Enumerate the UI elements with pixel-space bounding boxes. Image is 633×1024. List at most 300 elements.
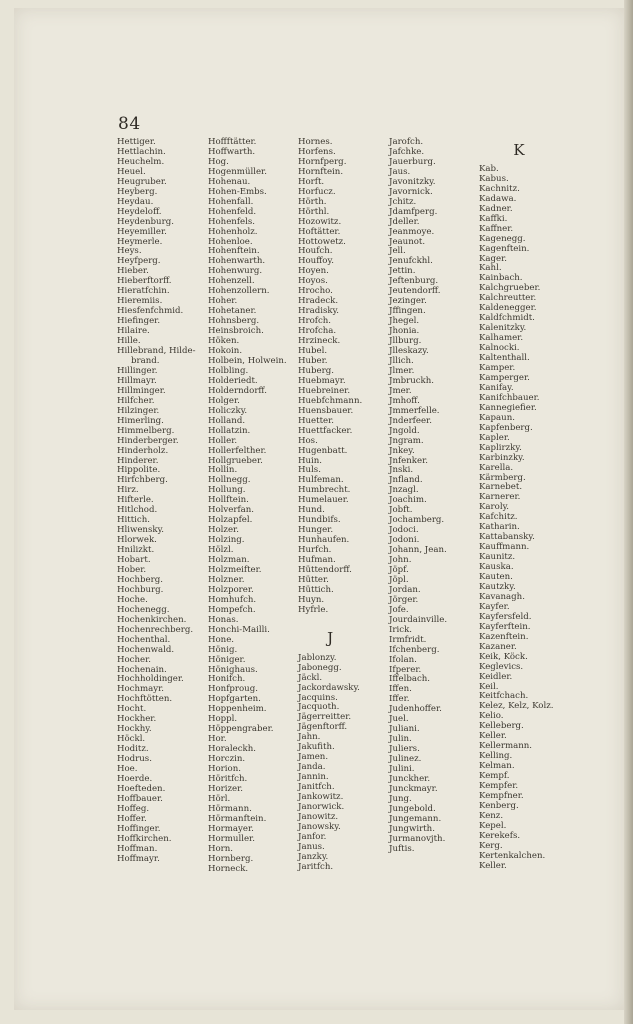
- name-entry: Jacquins.: [298, 692, 338, 703]
- name-entry: Himmelberg.: [117, 425, 175, 436]
- name-entry: Hinderholz.: [117, 445, 169, 456]
- name-entry: Janitfch.: [298, 782, 335, 793]
- name-entry: Janorwick.: [298, 802, 345, 812]
- name-entry: Junckher.: [389, 774, 431, 784]
- name-entry: Kanifchbauer.: [479, 392, 540, 403]
- name-entry: Judenhoffer.: [389, 704, 442, 715]
- name-entry: Hundbifs.: [298, 515, 341, 526]
- name-entry: Jungwirth.: [389, 823, 435, 834]
- name-entry: Jmmerfelle.: [389, 405, 440, 416]
- name-entry: Juliers.: [389, 744, 420, 755]
- name-entry: Julinez.: [389, 754, 422, 765]
- name-entry: Horn.: [208, 843, 234, 854]
- name-entry: Keik, Köck.: [479, 651, 528, 662]
- name-entry: Homhufch.: [208, 594, 257, 605]
- name-entry: Hettlachin.: [117, 146, 166, 157]
- name-entry: Hohenwarth.: [208, 256, 266, 267]
- name-entry: Kenz.: [479, 810, 504, 821]
- name-entry: Houfch.: [298, 246, 333, 257]
- name-entry: Kalchgrueber.: [479, 283, 541, 294]
- name-entry: Ifperer.: [389, 664, 422, 675]
- name-entry: Hille.: [117, 336, 141, 347]
- name-entry: Jngram.: [389, 435, 424, 446]
- name-entry: Kautzky.: [479, 581, 516, 592]
- name-entry: Jankowitz.: [298, 792, 344, 803]
- name-entry: Höckl.: [117, 734, 146, 745]
- name-entry: Honifch.: [208, 674, 246, 685]
- name-entry: Kalchreutter.: [479, 293, 537, 304]
- name-entry: Kelio.: [479, 711, 504, 722]
- name-entry: Huin.: [298, 455, 323, 466]
- name-entry: Höritfch.: [208, 774, 248, 784]
- name-entry: Jaritfch.: [298, 861, 334, 872]
- name-entry: Kahl.: [479, 263, 502, 274]
- name-entry: Jarofch.: [389, 137, 424, 147]
- name-entry: Hettiger.: [117, 137, 156, 147]
- name-entry: Holbein, Holwein.: [208, 355, 287, 366]
- name-entry: Julini.: [389, 764, 415, 775]
- name-entry: Hinderberger.: [117, 435, 179, 446]
- name-entry: Honchi-Mailli.: [208, 624, 270, 635]
- name-entry: Karbinzky.: [479, 452, 525, 463]
- name-entry: Hillminger.: [117, 385, 166, 396]
- name-entry: Jöpl.: [389, 574, 409, 585]
- name-entry: Holzman.: [208, 555, 250, 566]
- name-entry: Hörth.: [298, 196, 327, 207]
- name-entry: Hohnsberg.: [208, 316, 260, 327]
- name-entry: Hieremiis.: [117, 296, 163, 307]
- name-entry: Kauffmann.: [479, 542, 530, 553]
- name-entry: Holler.: [208, 435, 238, 446]
- name-entry: Kayfersfeld.: [479, 611, 532, 622]
- name-entry: Jabonegg.: [298, 662, 342, 673]
- name-entry: Jägenftorff.: [298, 722, 348, 733]
- name-entry: Hoefteden.: [117, 783, 166, 794]
- name-entry: Jannin.: [298, 772, 329, 783]
- name-entry: Jnski.: [389, 465, 414, 476]
- section-gap: [298, 616, 362, 622]
- name-entry: Kaltenthall.: [479, 353, 530, 364]
- name-entry: Keglevics.: [479, 661, 524, 672]
- name-entry: Kertenkalchen.: [479, 850, 546, 861]
- name-entry: Hocht.: [117, 704, 147, 715]
- name-entry: Janfor.: [298, 831, 327, 842]
- name-entry: Ifchenberg.: [389, 644, 440, 655]
- name-entry: Horft.: [298, 176, 325, 187]
- name-entry: Hochenegg.: [117, 604, 170, 615]
- name-entry: Hormayer.: [208, 823, 254, 834]
- name-entry: Hirz.: [117, 485, 139, 496]
- name-entry: Hoftätter.: [298, 226, 341, 237]
- name-entry: Kazaner.: [479, 641, 517, 652]
- name-entry: Hottowetz.: [298, 236, 346, 247]
- name-entry: Hohenwurg.: [208, 266, 263, 277]
- name-entry: Holger.: [208, 395, 240, 406]
- name-entry: Jmhoff.: [389, 395, 420, 406]
- name-entry: Hüttich.: [298, 584, 334, 595]
- name-entry: Hohen-Embs.: [208, 186, 267, 197]
- name-entry: Jochamberg.: [389, 515, 445, 526]
- name-entry: Horaleckh.: [208, 744, 257, 755]
- name-entry: Kalnocki.: [479, 343, 520, 354]
- name-entry: Jffingen.: [389, 306, 426, 317]
- name-entry: Jourdainville.: [389, 614, 448, 625]
- name-entry: Iffelbach.: [389, 674, 431, 685]
- name-entry: Holderiedt.: [208, 375, 258, 386]
- name-entry: Hittich.: [117, 515, 150, 526]
- name-entry: Hieratfchin.: [117, 286, 170, 297]
- name-entry: Huls.: [298, 465, 321, 476]
- name-entry: Holzer.: [208, 525, 239, 536]
- name-entry: Hörmann.: [208, 803, 252, 814]
- name-entry: Jofe.: [389, 604, 409, 615]
- name-entry: Jchitz.: [389, 196, 417, 207]
- name-entry: Hiefinger.: [117, 316, 161, 327]
- name-entry: Karnebet.: [479, 482, 523, 493]
- name-entry: Jodoni.: [389, 535, 420, 546]
- name-entry: Jnkey.: [389, 445, 415, 456]
- name-entry: Kadner.: [479, 203, 513, 214]
- name-entry: Keil.: [479, 681, 499, 692]
- name-entry: Holverfan.: [208, 505, 255, 516]
- name-entry: Hochenwald.: [117, 644, 175, 655]
- name-entry: Janzky.: [298, 851, 329, 862]
- name-entry: Kayferftein.: [479, 621, 531, 632]
- name-entry: Keitfchach.: [479, 691, 529, 702]
- name-entry: Jnfland.: [389, 475, 423, 486]
- name-entry: Hüttendorff.: [298, 564, 352, 575]
- name-column-5: [479, 141, 559, 872]
- name-entry: Keller.: [479, 731, 507, 742]
- name-entry: Heys.: [117, 246, 142, 257]
- name-entry: Jllburg.: [389, 336, 422, 347]
- name-entry: Jlleskazy.: [389, 346, 429, 357]
- name-entry: Hog.: [208, 156, 229, 167]
- name-entry: Irmfridt.: [389, 634, 427, 645]
- name-entry: Hollnegg.: [208, 475, 251, 486]
- name-entry: Kalhamer.: [479, 333, 524, 344]
- name-entry: Hilaire.: [117, 326, 150, 337]
- page-number: 84: [118, 114, 141, 134]
- name-entry: Kellermann.: [479, 741, 533, 752]
- name-entry: Jngold.: [389, 425, 420, 436]
- name-entry: Kannegiefier.: [479, 402, 537, 413]
- name-entry: Hurfch.: [298, 545, 332, 556]
- name-entry: Holzporer.: [208, 584, 254, 595]
- name-entry: Kapaun.: [479, 412, 515, 423]
- name-entry: Hochftötten.: [117, 694, 173, 705]
- name-column-4: [389, 138, 447, 855]
- name-entry: Himerling.: [117, 415, 164, 426]
- name-entry: Jnfenker.: [389, 455, 428, 466]
- name-entry: Horizer.: [208, 783, 244, 794]
- name-entry: Holbling.: [208, 365, 249, 376]
- name-entry: Kavanagh.: [479, 591, 525, 602]
- name-entry: Hoerde.: [117, 774, 153, 784]
- name-entry: Huensbauer.: [298, 405, 354, 416]
- name-entry: Huebmayr.: [298, 375, 346, 386]
- name-entry: Kagenftein.: [479, 243, 530, 254]
- name-entry: Hollftein.: [208, 495, 249, 506]
- name-entry: Hockher.: [117, 714, 157, 725]
- name-entry: Kayfer.: [479, 601, 510, 612]
- name-entry: Huber.: [298, 355, 328, 366]
- name-entry: Heuchelm.: [117, 156, 165, 167]
- name-entry: Horion.: [208, 764, 241, 775]
- name-entry: Huyn.: [298, 594, 325, 605]
- name-entry: Jllich.: [389, 355, 414, 366]
- name-entry: Hoyen.: [298, 266, 329, 277]
- name-entry: Hopfgarten.: [208, 694, 261, 705]
- name-entry: Jungemann.: [389, 813, 442, 824]
- name-entry: Hollin.: [208, 465, 238, 476]
- name-entry: Hoppenheim.: [208, 704, 267, 715]
- name-entry: Hradisky.: [298, 306, 340, 317]
- section-letter: K: [513, 141, 525, 159]
- name-entry: Janda.: [298, 762, 326, 773]
- name-entry: Kepel.: [479, 820, 507, 831]
- name-entry: Jenufckhl.: [389, 256, 433, 267]
- name-entry: Hollatzin.: [208, 425, 251, 436]
- name-entry: Horczin.: [208, 754, 246, 765]
- name-entry: Janowitz.: [298, 811, 339, 822]
- name-entry: Hohenftein.: [208, 246, 260, 257]
- name-entry: Hunger.: [298, 525, 334, 536]
- name-entry: Hifterle.: [117, 495, 154, 506]
- name-entry: Hunhaufen.: [298, 535, 350, 546]
- name-entry: Houffoy.: [298, 256, 334, 267]
- name-entry: Hohetaner.: [208, 306, 257, 317]
- name-entry: Jacquoth.: [298, 702, 340, 713]
- name-entry: Johann, Jean.: [389, 545, 447, 556]
- name-entry: Kattabansky.: [479, 532, 535, 543]
- name-entry: Hoffwarth.: [208, 146, 256, 157]
- name-entry: Heydenburg.: [117, 216, 174, 227]
- name-entry: Jettin.: [389, 266, 416, 277]
- name-entry: Kapler.: [479, 432, 510, 443]
- name-entry: Kempfner.: [479, 791, 524, 801]
- name-entry: Hormuller.: [208, 833, 255, 844]
- name-entry: Heuel.: [117, 166, 146, 177]
- name-entry: Hilzinger.: [117, 405, 160, 416]
- name-entry: Hornes.: [298, 137, 333, 147]
- name-entry: Jmer.: [389, 385, 412, 396]
- name-entry: Hornfperg.: [298, 156, 347, 167]
- name-entry: Javornick.: [389, 186, 433, 197]
- name-entry: Heydau.: [117, 196, 154, 207]
- name-entry: Hodrus.: [117, 754, 152, 765]
- name-entry: Hoffinger.: [117, 823, 161, 834]
- name-entry: Kab.: [479, 163, 499, 174]
- name-entry: Kamperger.: [479, 372, 530, 383]
- name-entry: Hochenrechberg.: [117, 624, 194, 635]
- name-entry: Hornftein.: [298, 166, 344, 177]
- name-entry: Kachnitz.: [479, 183, 520, 194]
- name-entry: Hohenzell.: [208, 276, 255, 287]
- name-entry: Hnilizkt.: [117, 545, 155, 556]
- name-entry: Honas.: [208, 614, 239, 625]
- name-entry: Jdamfperg.: [389, 206, 438, 217]
- name-entry: Hund.: [298, 505, 325, 516]
- name-entry: Hirfchberg.: [117, 475, 168, 486]
- name-entry: Jahn.: [298, 732, 321, 743]
- name-entry: Hoche.: [117, 594, 148, 605]
- name-entry: Kager.: [479, 253, 508, 264]
- name-entry: Jäckl.: [298, 672, 323, 683]
- name-entry: Hoffbauer.: [117, 793, 163, 804]
- name-entry: Humbrecht.: [298, 485, 351, 496]
- name-entry: Jägerreitter.: [298, 712, 352, 723]
- name-entry: Javonitzky.: [389, 176, 436, 187]
- name-entry: Jdeller.: [389, 216, 420, 227]
- name-entry: Keller.: [479, 860, 507, 871]
- name-entry: Hockhy.: [117, 724, 152, 735]
- section-letter: J: [327, 628, 334, 647]
- name-entry: Hollung.: [208, 485, 246, 496]
- name-entry: Kamper.: [479, 363, 516, 374]
- name-entry: Kanifay.: [479, 382, 514, 393]
- name-entry: Huetter.: [298, 415, 335, 426]
- name-entry: Kerg.: [479, 840, 503, 851]
- name-entry: Hogenmüller.: [208, 166, 267, 177]
- name-entry: Hillmayr.: [117, 375, 157, 386]
- name-entry: Jeanmoye.: [389, 226, 435, 237]
- name-entry: Jöpf.: [389, 564, 409, 575]
- name-entry: Hütter.: [298, 574, 329, 585]
- name-entry: Hor.: [208, 734, 227, 745]
- name-entry: Kempf.: [479, 771, 510, 782]
- name-entry: Irick.: [389, 624, 413, 635]
- name-entry: Humelauer.: [298, 495, 349, 506]
- name-entry: Hillinger.: [117, 365, 158, 376]
- name-entry: Hoffman.: [117, 843, 158, 854]
- name-entry: Jhonia.: [389, 326, 420, 337]
- name-entry: Hompefch.: [208, 604, 256, 615]
- name-entry: Keidler.: [479, 671, 513, 682]
- name-entry: Jungebold.: [389, 803, 436, 814]
- name-entry: Huebfchmann.: [298, 395, 363, 406]
- name-entry: Kelleberg.: [479, 721, 524, 732]
- name-entry: Holzner.: [208, 574, 245, 585]
- name-entry: Jurmanovjth.: [389, 833, 446, 844]
- name-entry: Huettfacker.: [298, 425, 353, 436]
- name-entry: Hochberg.: [117, 574, 163, 585]
- name-entry: Juftis.: [389, 843, 415, 854]
- name-entry: Juel.: [389, 714, 409, 725]
- name-entry: Jhegel.: [389, 316, 420, 327]
- name-entry: Hoffeg.: [117, 803, 150, 814]
- name-entry: Kelez, Kelz, Kolz.: [479, 701, 554, 712]
- name-column-1: [117, 138, 196, 865]
- name-entry: Hochmayr.: [117, 684, 165, 695]
- name-entry: Hitlchod.: [117, 505, 158, 516]
- name-entry: Hyfrle.: [298, 604, 329, 615]
- name-entry: Holzmeifter.: [208, 564, 262, 575]
- name-entry: Julin.: [389, 734, 412, 745]
- name-entry: Hölzl.: [208, 545, 234, 556]
- name-entry: Hörmanftein.: [208, 813, 267, 824]
- name-entry: Hohenfall.: [208, 196, 254, 207]
- name-entry: Hilfcher.: [117, 395, 155, 406]
- name-entry: Kauten.: [479, 572, 513, 583]
- name-entry: Hochholdinger.: [117, 674, 184, 685]
- name-entry: Höniger.: [208, 654, 246, 665]
- name-entry: Kerekefs.: [479, 830, 521, 841]
- name-entry: Hiesfenfchmid.: [117, 306, 184, 317]
- name-entry: Kaffki.: [479, 213, 508, 224]
- name-entry: Hochenain.: [117, 664, 167, 675]
- name-entry: Kärmberg.: [479, 472, 526, 483]
- name-entry: Hos.: [298, 435, 318, 446]
- name-entry: Kauska.: [479, 562, 514, 573]
- name-entry: Huebreiner.: [298, 385, 351, 396]
- name-entry: Kadawa.: [479, 193, 517, 204]
- name-entry: Hrocho.: [298, 286, 333, 297]
- name-entry: Hrofch.: [298, 316, 332, 327]
- name-entry: Hönig.: [208, 644, 238, 655]
- name-entry: Hohenholz.: [208, 226, 258, 237]
- name-entry: Jaus.: [389, 166, 411, 177]
- name-entry: Hollerfelther.: [208, 445, 267, 456]
- name-entry: Höppengraber.: [208, 724, 274, 735]
- name-entry: Heinsbroich.: [208, 326, 264, 337]
- name-entry: Hohenfels.: [208, 216, 255, 227]
- name-entry: John.: [389, 555, 412, 566]
- name-entry: Hliwensky.: [117, 525, 165, 536]
- name-entry: Hoffer.: [117, 813, 147, 824]
- name-entry: Hohenloe.: [208, 236, 253, 247]
- name-entry: Jafchke.: [389, 146, 425, 157]
- name-entry: Janus.: [298, 841, 325, 852]
- name-entry: Kapfenberg.: [479, 422, 533, 433]
- name-entry: Jordan.: [389, 584, 421, 595]
- name-entry: Jackordawsky.: [298, 682, 360, 693]
- name-entry: Hoher.: [208, 296, 238, 307]
- name-entry: Hrzineck.: [298, 336, 341, 347]
- name-entry: Holland.: [208, 415, 246, 426]
- name-entry: Kelman.: [479, 761, 515, 772]
- name-entry: Hoe.: [117, 764, 138, 775]
- name-entry: Horfens.: [298, 146, 336, 157]
- name-entry: Hörthl.: [298, 206, 330, 217]
- name-entry: Hochburg.: [117, 584, 164, 595]
- name-entry: Holzing.: [208, 535, 245, 546]
- name-entry: Hozowitz.: [298, 216, 342, 227]
- name-entry: Jauerburg.: [389, 156, 436, 167]
- name-entry: Hornberg.: [208, 853, 254, 864]
- name-entry: Jobft.: [389, 505, 413, 516]
- name-entry: Hone.: [208, 634, 235, 645]
- name-entry: Iffen.: [389, 684, 412, 695]
- name-entry: Jnzagl.: [389, 485, 419, 496]
- name-entry: Heyemiller.: [117, 226, 167, 237]
- name-entry: Kainbach.: [479, 273, 523, 284]
- name-entry: Jakufith.: [298, 742, 335, 753]
- name-entry: Hrofcha.: [298, 326, 337, 337]
- name-column-2: [208, 138, 287, 875]
- name-entry: Kenberg.: [479, 800, 519, 811]
- name-entry: Hohenzollern.: [208, 286, 270, 297]
- name-entry: Heugruber.: [117, 176, 167, 187]
- name-entry: Hieberftorff.: [117, 276, 172, 287]
- name-entry: Karella.: [479, 462, 514, 473]
- name-entry: Hulfeman.: [298, 475, 344, 486]
- name-entry: Kabus.: [479, 173, 509, 184]
- name-entry: Kafchitz.: [479, 512, 518, 523]
- name-entry: Hobart.: [117, 555, 151, 566]
- name-entry: Kaunitz.: [479, 552, 516, 563]
- name-entry: Kaffner.: [479, 223, 514, 234]
